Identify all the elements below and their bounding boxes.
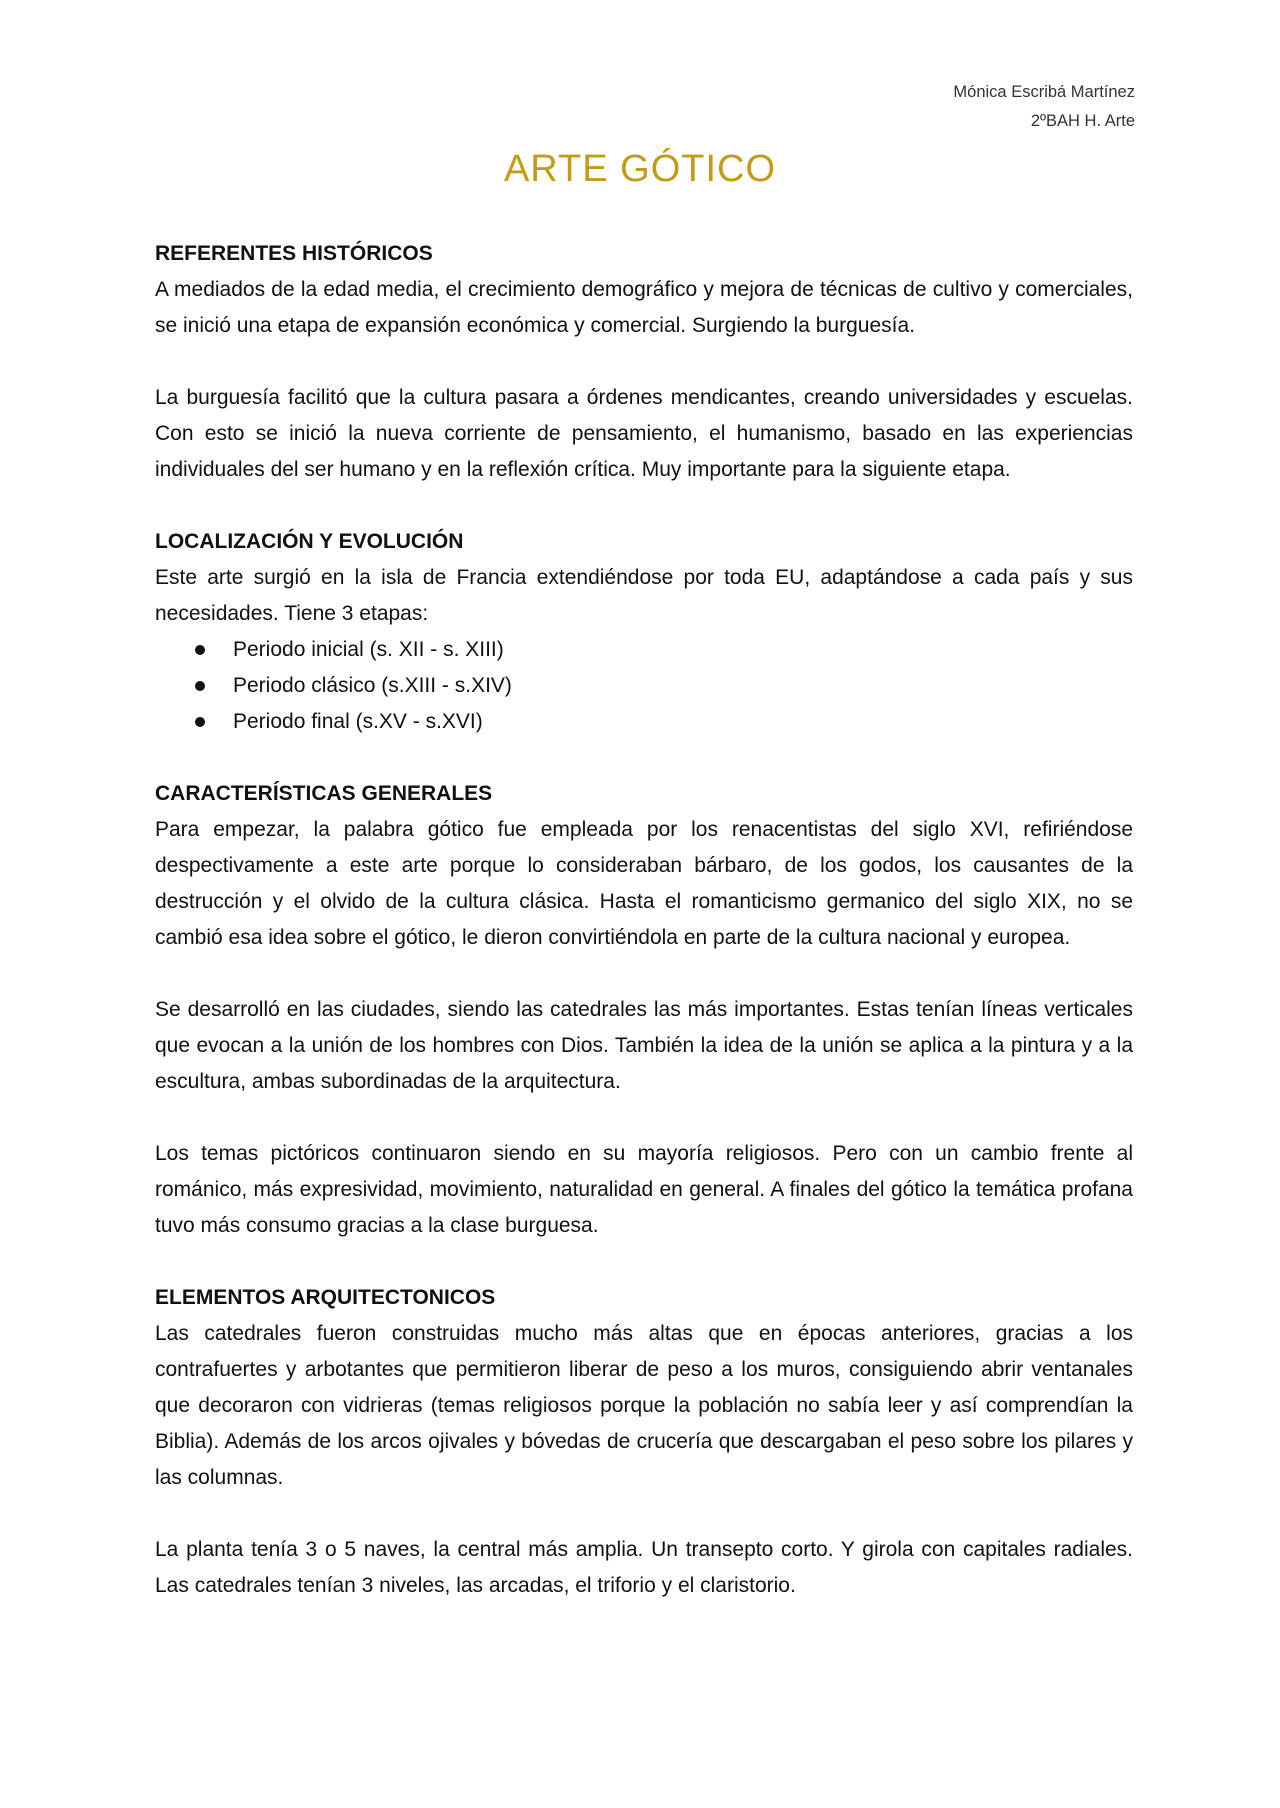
document-title: ARTE GÓTICO	[503, 148, 777, 190]
author-name: Mónica Escribá Martínez	[953, 83, 1135, 101]
list-item-text: Periodo inicial (s. XII - s. XIII)	[233, 638, 504, 661]
list-item	[155, 668, 1133, 704]
list-item-text: Periodo final (s.XV - s.XVI)	[233, 710, 483, 733]
bullet-icon	[195, 717, 205, 727]
paragraph-gap	[155, 1496, 1133, 1532]
document-body	[155, 236, 1133, 1604]
list-item	[155, 632, 1133, 668]
paragraph-caracteristicas-3: Los temas pictóricos continuaron siendo en su mayoría religiosos. Pero con un cambio frente al románico, más expresividad, movimiento, naturalidad en general. A finales del gótico la temática profana tuvo más consumo gracias a la clase burguesa.	[155, 1142, 1133, 1237]
list-item	[155, 704, 1133, 740]
paragraph-gap	[155, 956, 1133, 992]
paragraph-referentes-1: A mediados de la edad media, el crecimiento demográfico y mejora de técnicas de cultivo y comerciales, se inició una etapa de expansión económica y comercial. Surgiendo la burguesía.	[155, 278, 1133, 337]
paragraph-caracteristicas-2: Se desarrolló en las ciudades, siendo las catedrales las más importantes. Estas tenían líneas verticales que evocan a la unión de los hombres con Dios. También la idea de la unión se aplica a la pintura y a la escultura, ambas subordinadas de la arquitectura.	[155, 998, 1133, 1093]
heading-referentes: REFERENTES HISTÓRICOS	[155, 242, 433, 265]
heading-elementos: ELEMENTOS ARQUITECTONICOS	[155, 1286, 496, 1309]
bullet-icon	[195, 681, 205, 691]
paragraph-gap	[155, 1244, 1133, 1280]
course-name: 2ºBAH H. Arte	[1030, 112, 1135, 130]
paragraph-gap	[155, 1100, 1133, 1136]
bullet-icon	[195, 645, 205, 655]
paragraph-gap	[155, 344, 1133, 380]
list-item-text: Periodo clásico (s.XIII - s.XIV)	[233, 674, 512, 697]
paragraph-localizacion-1: Este arte surgió en la isla de Francia extendiéndose por toda EU, adaptándose a cada país y sus necesidades. Tiene 3 etapas:	[155, 566, 1133, 625]
stages-list	[155, 632, 1133, 740]
author-block	[953, 78, 1135, 136]
heading-localizacion: LOCALIZACIÓN Y EVOLUCIÓN	[155, 530, 464, 553]
paragraph-elementos-2: La planta tenía 3 o 5 naves, la central más amplia. Un transepto corto. Y girola con capitales radiales. Las catedrales tenían 3 niveles, las arcadas, el triforio y el claristorio.	[155, 1538, 1133, 1597]
heading-caracteristicas: CARACTERÍSTICAS GENERALES	[155, 782, 493, 805]
paragraph-caracteristicas-1: Para empezar, la palabra gótico fue empleada por los renacentistas del siglo XVI, refiriéndose despectivamente a este arte porque lo consideraban bárbaro, de los godos, los causantes de la destrucción y el olvido de la cultura clásica. Hasta el romanticismo germanico del siglo XIX, no se cambió esa idea sobre el gótico, le dieron convirtiéndola en parte de la cultura nacional y europea.	[155, 818, 1133, 949]
paragraph-referentes-2: La burguesía facilitó que la cultura pasara a órdenes mendicantes, creando universidades y escuelas. Con esto se inició la nueva corriente de pensamiento, el humanismo, basado en las experiencias individuales del ser humano y en la reflexión crítica. Muy importante para la siguiente etapa.	[155, 386, 1133, 481]
paragraph-gap	[155, 740, 1133, 776]
paragraph-gap	[155, 488, 1133, 524]
paragraph-elementos-1: Las catedrales fueron construidas mucho más altas que en épocas anteriores, gracias a los contrafuertes y arbotantes que permitieron liberar de peso a los muros, consiguiendo abrir ventanales que decoraron con vidrieras (temas religiosos porque la población no sabía leer y así comprendían la Biblia). Además de los arcos ojivales y bóvedas de crucería que descargaban el peso sobre los pilares y las columnas.	[155, 1322, 1133, 1489]
